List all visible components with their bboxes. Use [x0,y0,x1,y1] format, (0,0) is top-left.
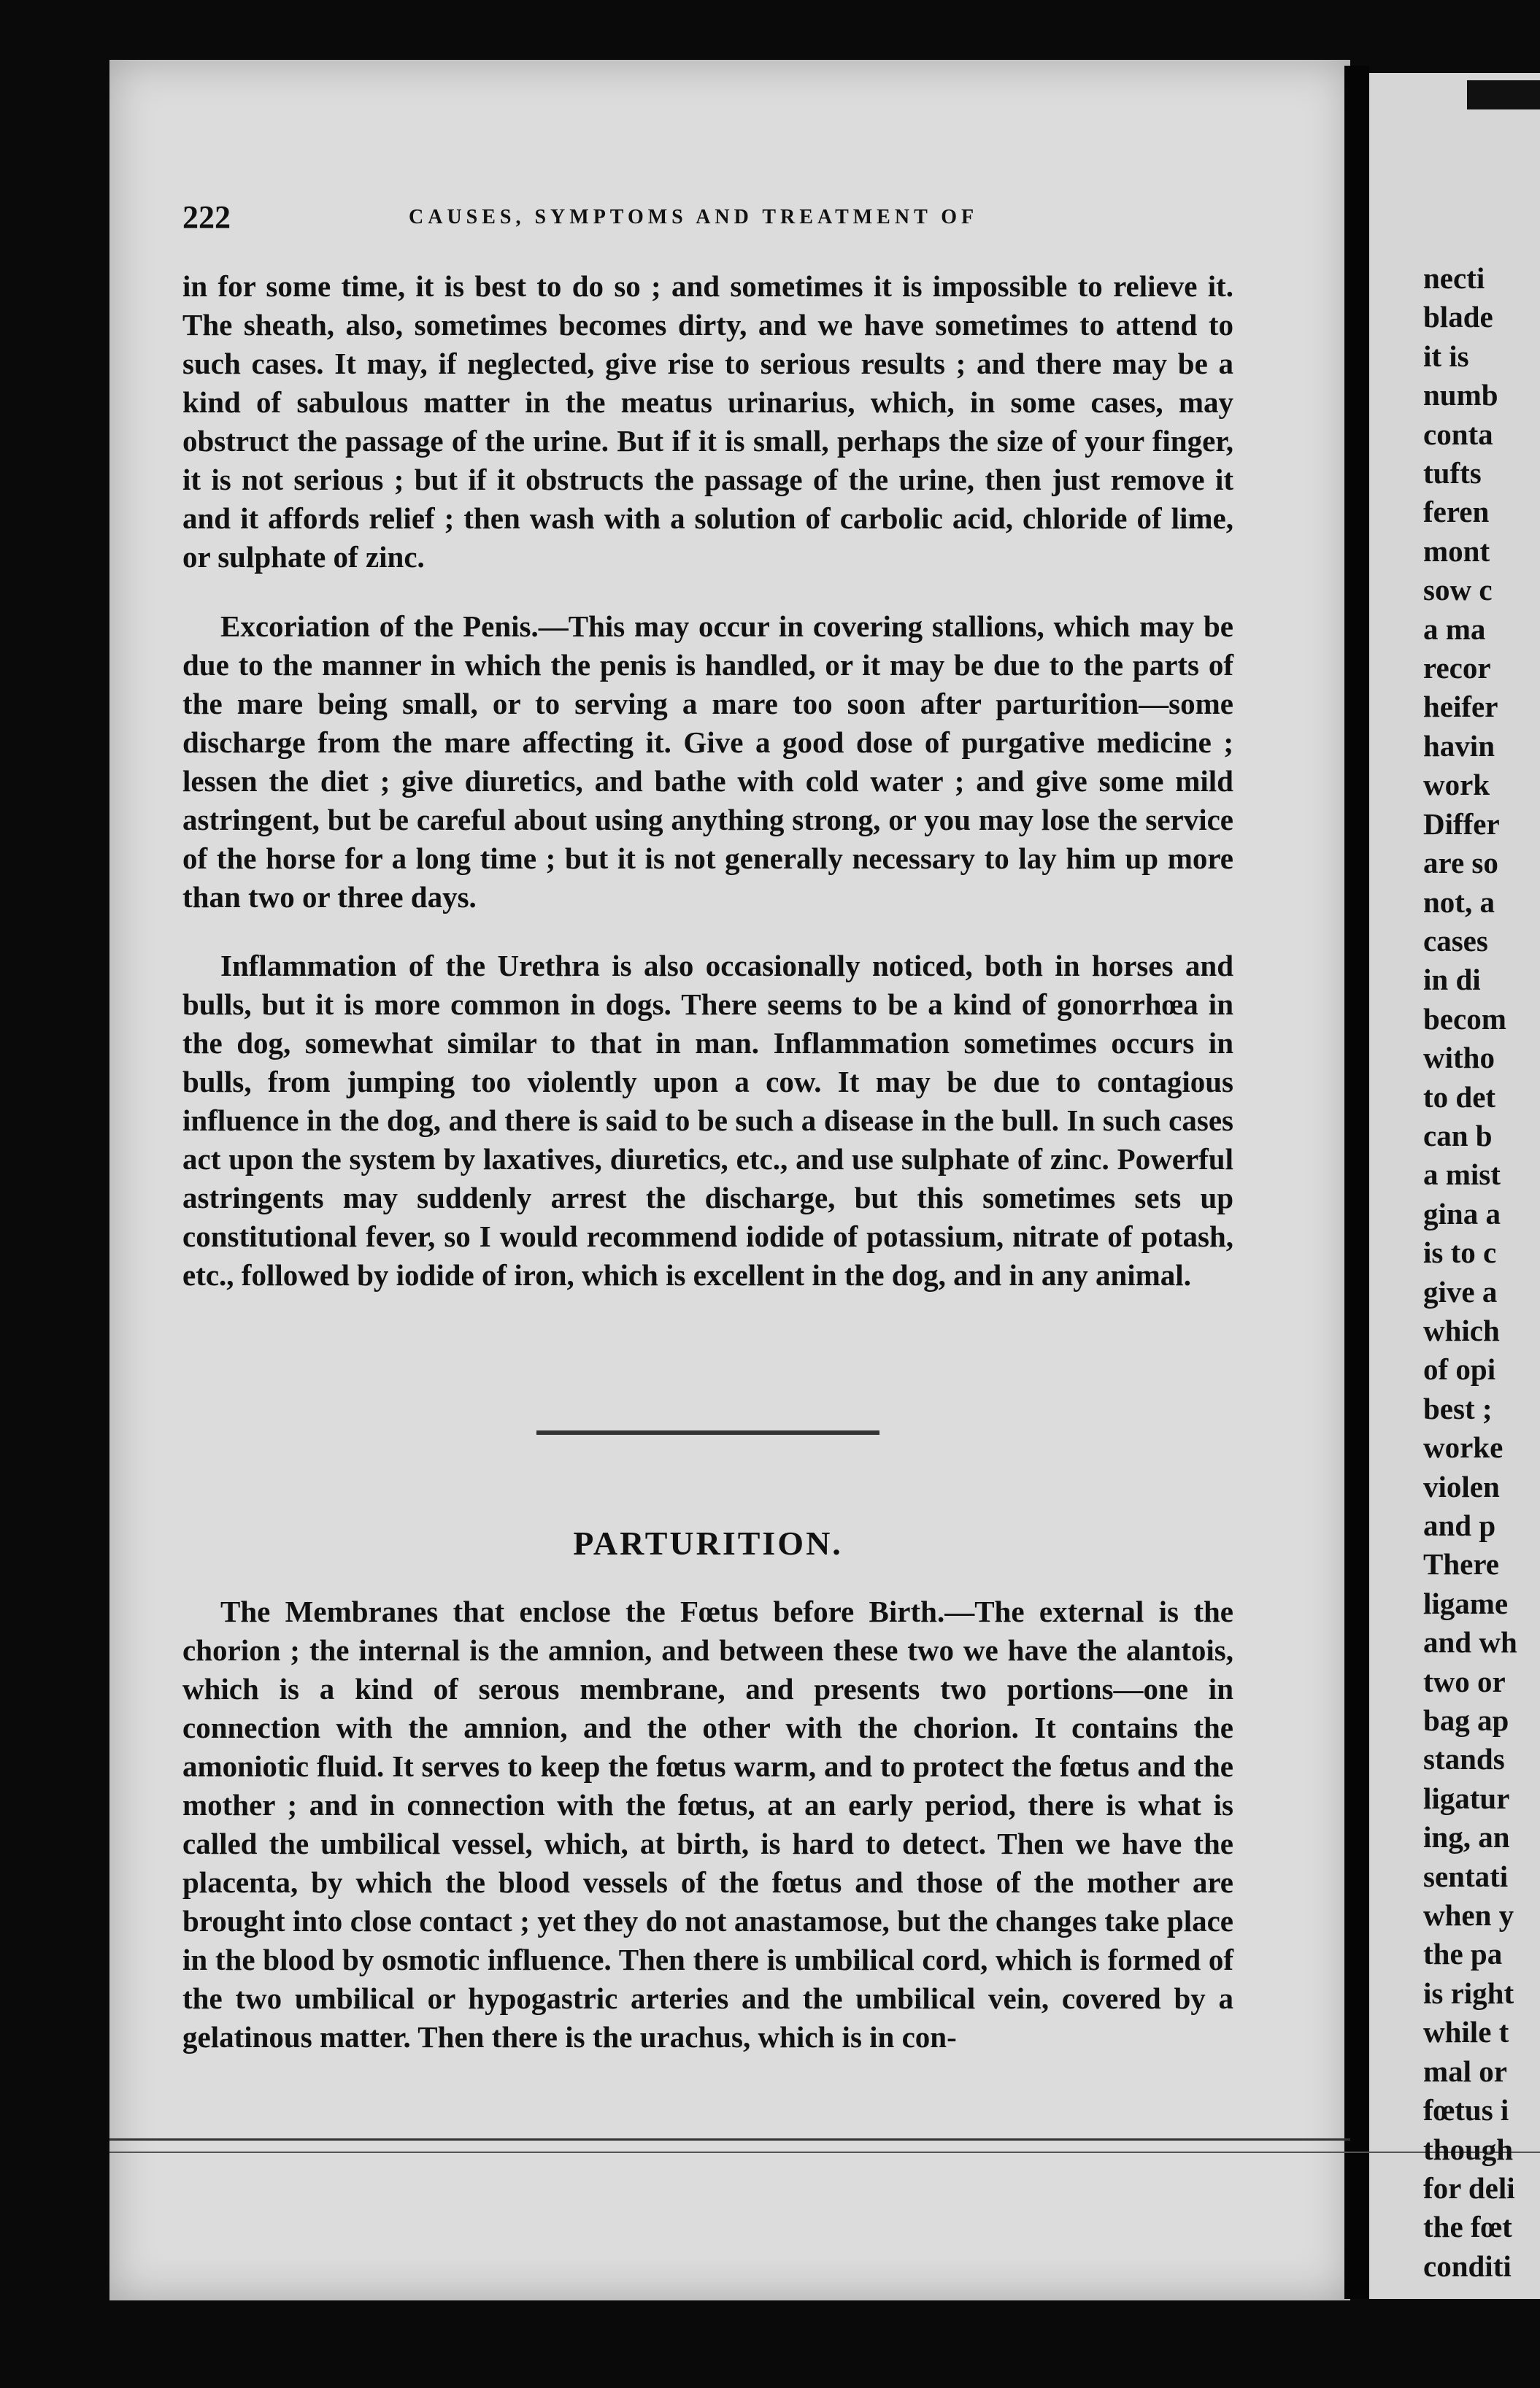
facing-page-fragment: the pa [1423,1937,1503,1971]
facing-page-fragment: tufts [1423,456,1482,490]
paragraph-heading: Inflammation of the Urethra [220,949,600,982]
facing-page-fragment: blade [1423,300,1493,334]
facing-page-text-fragments [1423,259,1540,2286]
facing-page-fragment: ligatur [1423,1781,1510,1815]
facing-page-fragment: worke [1423,1430,1504,1465]
facing-page-top-shadow [1467,80,1540,109]
facing-page-fragment: stands [1423,1742,1505,1776]
facing-page-fragment: conditi [1423,2249,1512,2283]
facing-page-fragment: a ma [1423,612,1486,646]
facing-page-fragment: Differ [1423,806,1500,841]
facing-page-fragment: witho [1423,1041,1495,1075]
facing-page-fragment: a mist [1423,1158,1501,1192]
facing-page-fragment: becom [1423,1001,1506,1036]
facing-page-fragment: heifer [1423,690,1498,724]
paragraph-sheath [182,267,1233,577]
paragraph-membranes [182,1592,1233,2057]
facing-page-fragment: it is [1423,339,1469,373]
facing-page-fragment: of opi [1423,1352,1496,1387]
facing-page-fragment: gina a [1423,1196,1501,1230]
facing-page-fragment: while t [1423,2015,1509,2049]
facing-page-fragment: numb [1423,378,1498,412]
facing-page-fragment: sow c [1423,573,1493,607]
facing-page-fragment: There [1423,1547,1500,1582]
facing-page-fragment: and wh [1423,1625,1517,1660]
facing-page-fragment: are so [1423,846,1498,880]
facing-page-fragment: mont [1423,534,1490,568]
page-number: 222 [182,199,231,235]
facing-page-fragment: ligame [1423,1586,1509,1620]
paragraph-text: —The external is the chorion ; the internal is the amnion, and between these two we have the alantois, which is a kind of serous membrane, and presents two portions—one in connection with the amnion, and the other with the chorion. It contains the amoniotic fluid. It serves to keep the fœtus warm, and to protect the fœtus and the mother ; and in connection with the fœtus, at an early period, there is what is called the umbilical vessel, which, at birth, is hard to detect. Then we have the placenta, by which the blood vessels of the fœtus and those of the mother are brought into close contact ; yet they do not anastamose, but the changes take place in the blood by osmotic influence. Then there is umbilical cord, which is formed of the two umbilical or hypogastric arteries and the umbilical vein, covered by a gelatinous matter. Then there is the urachus, which is in con- [182,1595,1233,2054]
scan-edge-line [109,2138,1350,2141]
facing-page-fragment: is right [1423,1976,1514,2010]
facing-page-fragment: and p [1423,1509,1496,1542]
facing-page-fragment: violen [1423,1469,1500,1503]
facing-page-fragment: best ; [1423,1391,1493,1425]
facing-page-fragment: not, a [1423,885,1495,919]
facing-page-fragment: conta [1423,417,1493,451]
paragraph-text: —This may occur in covering stallions, which may be due to the manner in which the penis is handled, or it may be due to the parts of the mare being small, or to serving a mare too soon after parturition—some discharge from the mare affecting it. Give a good dose of purgative medicine ; lessen the diet ; give diuretics, and bathe with cold water ; and give some mild astringent, but be careful about using anything strong, or you may lose the service of the horse for a long time ; but it is not generally necessary to lay him up more than two or three days. [182,609,1233,914]
book-gutter [1344,66,1369,2299]
facing-page-fragment: when y [1423,1898,1514,1933]
facing-page-fragment: ing, an [1423,1820,1510,1854]
facing-page-fragment: which [1423,1313,1500,1347]
facing-page-fragment: can b [1423,1118,1493,1152]
facing-page-fragment: recor [1423,651,1491,685]
facing-page-fragment: in di [1423,963,1481,997]
facing-page-fragment: though [1423,2132,1514,2166]
paragraph-excoriation [182,607,1233,917]
facing-page-fragment: sentati [1423,1859,1509,1893]
section-title: PARTURITION. [573,1525,843,1562]
section-divider [536,1430,879,1435]
facing-page-fragment: havin [1423,728,1495,763]
facing-page-fragment: two or [1423,1664,1506,1698]
facing-page-fragment: feren [1423,495,1490,529]
facing-page-fragment: is to c [1423,1236,1497,1270]
paragraph-text: is also occasionally noticed, both in horses and bulls, but it is more common in dogs. There seems to be a kind of gonorrhœa in the dog, somewhat similar to that in man. Inflammation sometimes occurs in bulls, from jumping too violently upon a cow. It may be due to contagious influence in the dog, and there is said to be such a disease in the bull. In such cases act upon the system by laxatives, diuretics, etc., and use sulphate of zinc. Powerful astringents may suddenly arrest the discharge, but this sometimes sets up constitutional fever, so I would recommend iodide of potassium, nitrate of potash, etc., followed by iodide of iron, which is excellent in the dog, and in any animal. [182,949,1234,1292]
facing-page-fragment: fœtus i [1423,2093,1509,2127]
running-title: CAUSES, SYMPTOMS AND TREATMENT OF [409,206,979,228]
facing-page-fragment: cases [1423,923,1488,958]
paragraph-urethra [182,947,1233,1295]
facing-page-fragment: bag ap [1423,1703,1509,1738]
facing-page-fragment: the fœt [1423,2210,1512,2244]
facing-page-fragment: give a [1423,1274,1498,1309]
paragraph-text: in for some time, it is best to do so ; and sometimes it is impossible to relieve it. The sheath, also, sometimes becomes dirty, and we have sometimes to attend to such cases. It may, if neglected, give rise to serious results ; and there may be a kind of sabulous matter in the meatus urinarius, which, in some cases, may obstruct the passage of the urine. But if it is small, perhaps the size of your finger, it is not serious ; but if it obstructs the passage of the urine, then just remove it and it affords relief ; then wash with a solution of carbolic acid, chloride of lime, or sulphate of zinc. [182,269,1233,574]
facing-page-fragment: work [1423,768,1490,802]
facing-page-fragment: mal or [1423,2054,1507,2088]
facing-page-fragment: necti [1423,261,1485,295]
facing-page-fragment: for deli [1423,2171,1515,2205]
facing-page-fragment: to det [1423,1079,1496,1114]
scan-edge-line [109,2152,1540,2153]
paragraph-heading: The Membranes that enclose the Fœtus before Birth. [220,1595,945,1628]
paragraph-heading: Excoriation of the Penis. [220,609,539,643]
